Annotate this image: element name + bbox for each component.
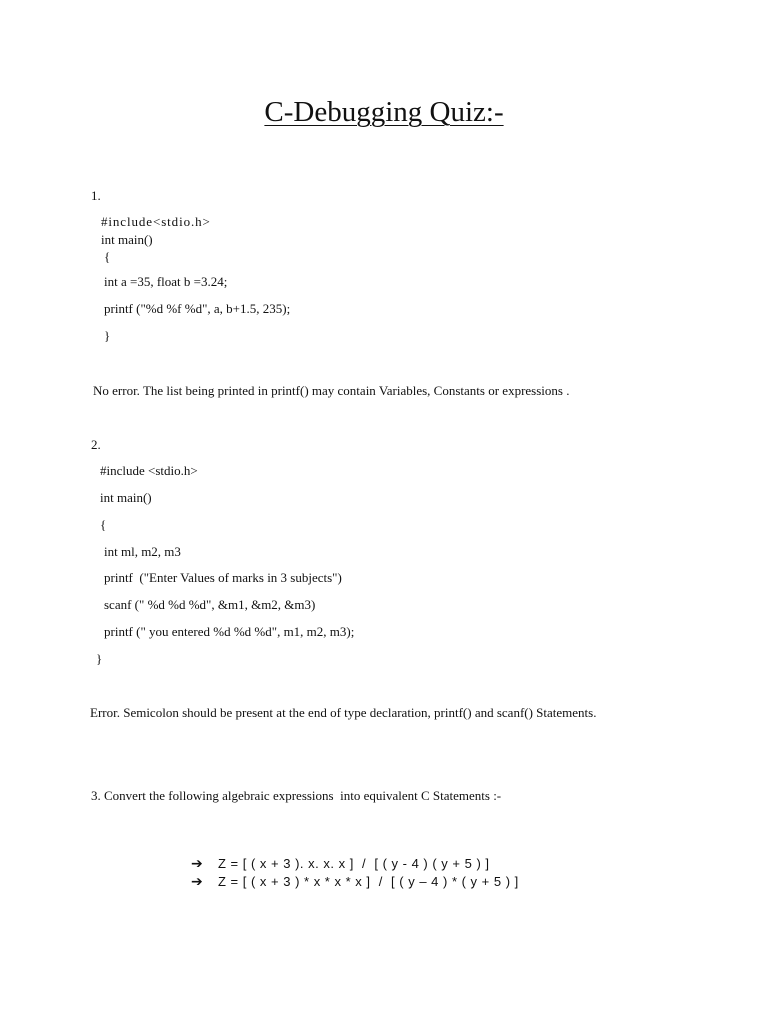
code-line: scanf (" %d %d %d", &m1, &m2, &m3) — [104, 597, 316, 612]
code-line: } — [104, 328, 111, 343]
code-line: int a =35, float b =3.24; — [104, 274, 228, 289]
right-arrow-icon: ➔ — [191, 856, 203, 872]
code-line: int main() — [101, 232, 153, 247]
code-line: printf ("%d %f %d", a, b+1.5, 235); — [104, 301, 291, 316]
code-line: printf ("Enter Values of marks in 3 subjects") — [104, 570, 342, 585]
code-line: { — [104, 249, 111, 264]
expression-2: Z = [ ( x + 3 ) * x * x * x ] / [ ( y – 4 ) * ( y + 5 ) ] — [218, 874, 519, 889]
page-title: C-Debugging Quiz:- — [264, 96, 504, 128]
question-1-answer: No error. The list being printed in printf() may contain Variables, Constants or expressions . — [93, 383, 570, 398]
question-2-answer: Error. Semicolon should be present at the end of type declaration, printf() and scanf() Statements. — [90, 705, 597, 720]
question-2-number: 2. — [91, 437, 101, 452]
code-line: int main() — [100, 490, 152, 505]
right-arrow-icon: ➔ — [191, 874, 203, 890]
code-line: } — [96, 651, 103, 666]
code-line: #include<stdio.h> — [101, 214, 211, 229]
question-1-number: 1. — [91, 188, 101, 203]
code-line: #include <stdio.h> — [100, 463, 198, 478]
code-line: int ml, m2, m3 — [104, 544, 181, 559]
code-line: { — [100, 517, 107, 532]
expression-1: Z = [ ( x + 3 ). x. x. x ] / [ ( y - 4 ) ( y + 5 ) ] — [218, 856, 490, 871]
question-3-text: 3. Convert the following algebraic expressions into equivalent C Statements :- — [91, 788, 502, 803]
code-line: printf (" you entered %d %d %d", m1, m2, m3); — [104, 624, 355, 639]
